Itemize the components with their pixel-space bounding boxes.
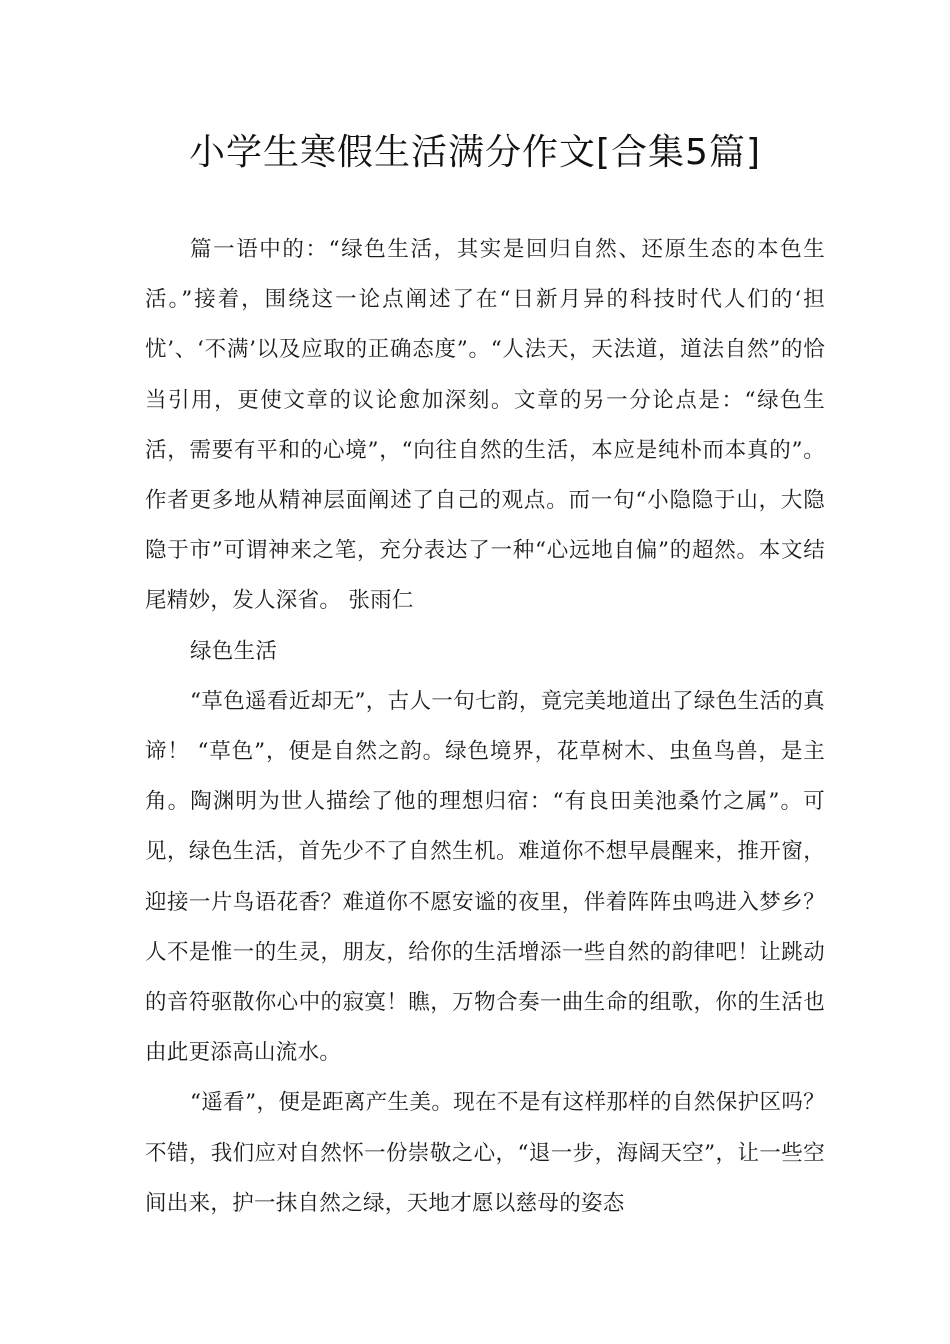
paragraph-grass: “草色遥看近却无”，古人一句七韵，竟完美地道出了绿色生活的真谛！ “草色”，便是自然之韵。绿色境界，花草树木、虫鱼鸟兽，是主角。陶渊明为世人描绘了他的理想归宿：“有良田美池桑竹之属”。可见，绿色生活，首先少不了自然生机。难道你不想早晨醒来，推开窗，迎接一片鸟语花香？难道你不愿安谧的夜里，伴着阵阵虫鸣进入梦乡？人不是惟一的生灵，朋友，给你的生活增添一些自然的韵律吧！让跳动的音符驱散你心中的寂寞！瞧，万物合奏一曲生命的组歌，你的生活也由此更添高山流水。 (145, 688, 825, 1066)
paragraph-intro: 篇一语中的：“绿色生活，其实是回归自然、还原生态的本色生活。”接着，围绕这一论点阐述了在“日新月异的科技时代人们的‘担忧’、‘不满’以及应取的正确态度”。“人法天，天法道，道法自然”的恰当引用，更使文章的议论愈加深刻。文章的另一分论点是：“绿色生活，需要有平和的心境”，“向往自然的生活，本应是纯朴而本真的”。作者更多地从精神层面阐述了自己的观点。而一句“小隐隐于山，大隐隐于市”可谓神来之笔，充分表达了一种“心远地自偏”的超然。本文结尾精妙，发人深省。 张雨仁 (145, 237, 825, 614)
document-body (145, 225, 825, 1229)
paragraph-distance: “遥看”，便是距离产生美。现在不是有这样那样的自然保护区吗？不错，我们应对自然怀一份崇敬之心，“退一步，海阔天空”，让一些空间出来，护一抹自然之绿，天地才愿以慈母的姿态 (145, 1090, 825, 1216)
section-heading: 绿色生活 (190, 638, 278, 664)
document-title: 小学生寒假生活满分作文[合集5篇] (189, 132, 761, 173)
